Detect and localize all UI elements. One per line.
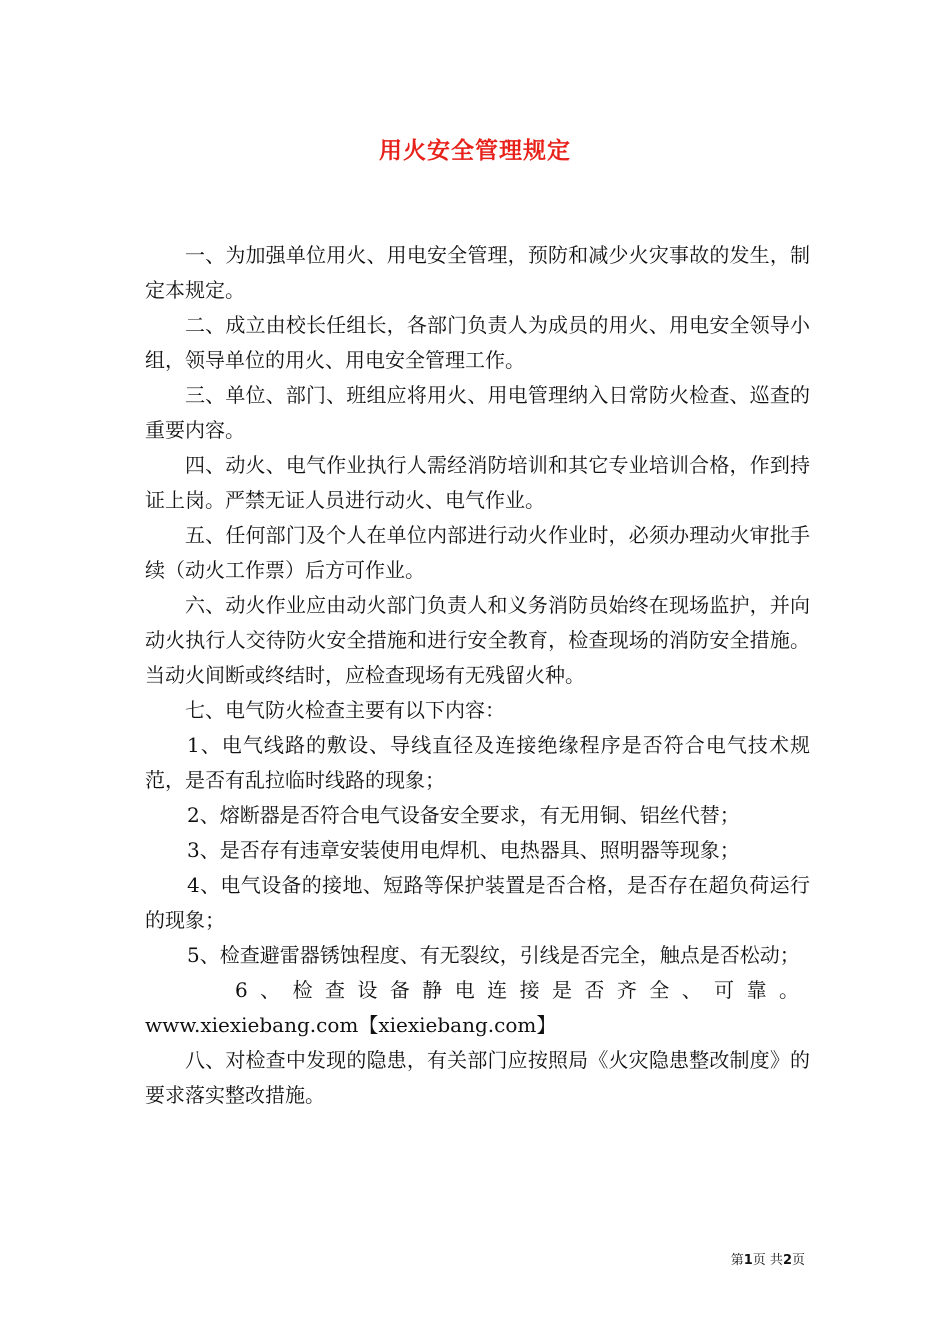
list-item-6: 6、检查设备静电连接是否齐全、可靠。 — [235, 978, 810, 1002]
list-item-1: 1、电气线路的敷设、导线直径及连接绝缘程序是否符合电气技术规范，是否有乱拉临时线路的现象； — [145, 733, 810, 792]
footer-page-number: 1 — [743, 1253, 753, 1268]
footer-middle: 页 共 — [752, 1253, 783, 1268]
watermark-url-line: www.xiexiebang.com【xiexiebang.com】 — [145, 1013, 557, 1037]
paragraph-6: 六、动火作业应由动火部门负责人和义务消防员始终在现场监护，并向动火执行人交待防火安全措施和进行安全教育，检查现场的消防安全措施。当动火间断或终结时，应检查现场有无残留火种。 — [145, 593, 810, 687]
paragraph-3: 三、单位、部门、班组应将用火、用电管理纳入日常防火检查、巡查的重要内容。 — [145, 383, 810, 442]
footer-total-pages: 2 — [782, 1253, 792, 1268]
list-item-3: 3、是否存有违章安装使用电焊机、电热器具、照明器等现象； — [187, 838, 740, 862]
paragraph-7: 七、电气防火检查主要有以下内容： — [185, 698, 505, 722]
list-item-4: 4、电气设备的接地、短路等保护装置是否合格，是否存在超负荷运行的现象； — [145, 873, 810, 932]
document-body — [145, 238, 810, 1113]
paragraph-2: 二、成立由校长任组长，各部门负责人为成员的用火、用电安全领导小组，领导单位的用火、用电安全管理工作。 — [145, 313, 810, 372]
page-footer — [731, 1249, 805, 1268]
footer-prefix: 第 — [730, 1253, 744, 1268]
paragraph-1: 一、为加强单位用火、用电安全管理，预防和减少火灾事故的发生，制定本规定。 — [145, 243, 810, 302]
list-item-2: 2、熔断器是否符合电气设备安全要求，有无用铜、铝丝代替； — [187, 803, 740, 827]
paragraph-5: 五、任何部门及个人在单位内部进行动火作业时，必须办理动火审批手续（动火工作票）后方可作业。 — [145, 523, 810, 582]
paragraph-8: 八、对检查中发现的隐患，有关部门应按照局《火灾隐患整改制度》的要求落实整改措施。 — [145, 1048, 810, 1107]
paragraph-4: 四、动火、电气作业执行人需经消防培训和其它专业培训合格，作到持证上岗。严禁无证人员进行动火、电气作业。 — [145, 453, 810, 512]
list-item-5: 5、检查避雷器锈蚀程度、有无裂纹，引线是否完全，触点是否松动； — [187, 943, 800, 967]
footer-suffix: 页 — [791, 1253, 805, 1268]
document-title: 用火安全管理规定 — [379, 137, 571, 164]
